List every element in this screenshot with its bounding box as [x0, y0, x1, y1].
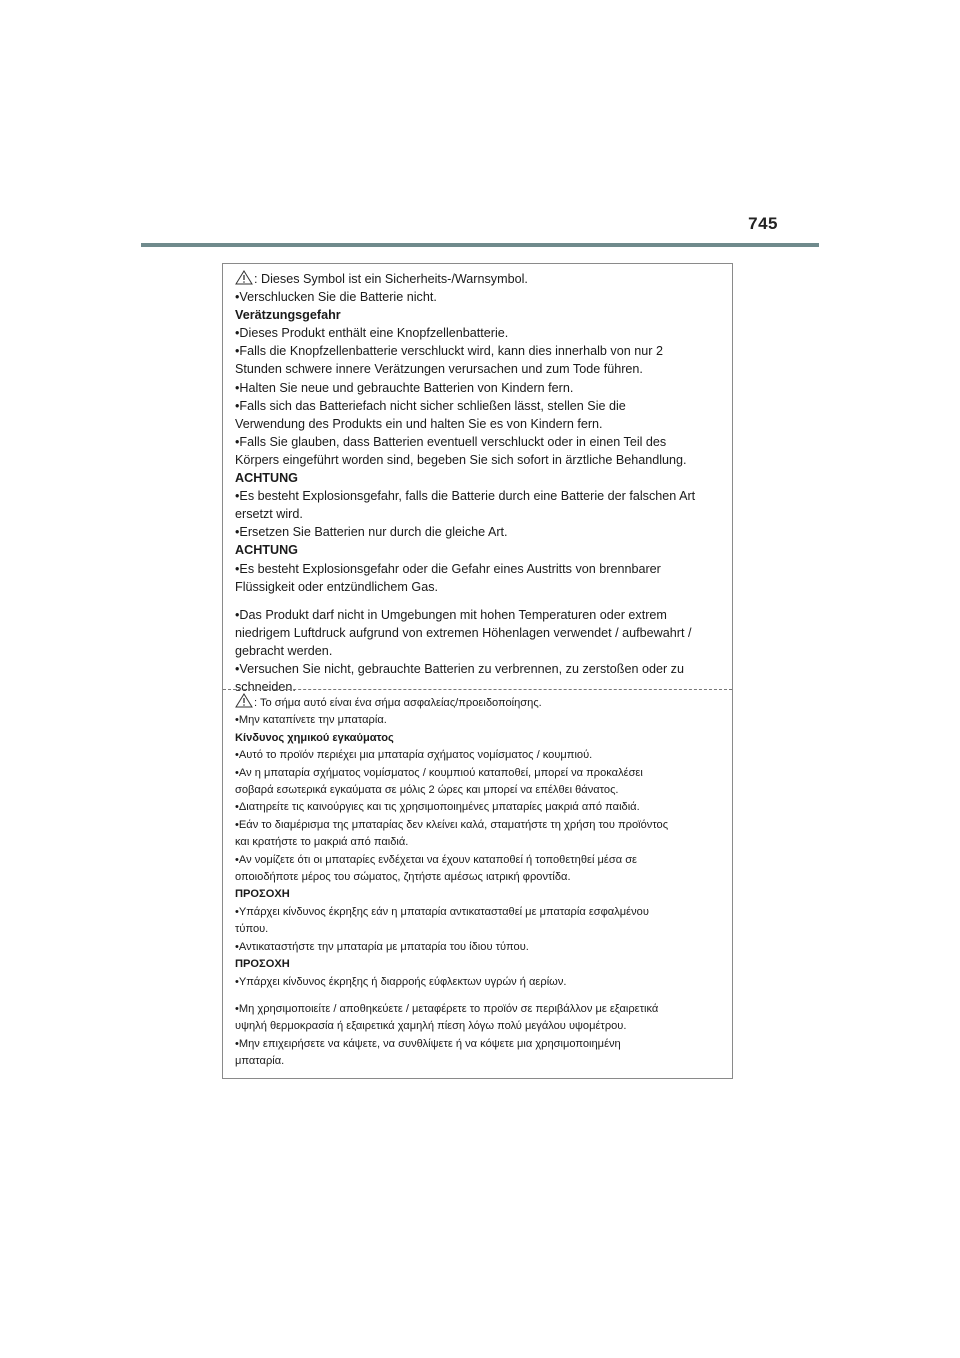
greek-heading-caution-1: ΠΡΟΣΟΧΗ	[235, 888, 290, 901]
german-bullet-11: •Versuchen Sie nicht, gebrauchte Batterien zu verbrennen, zu zerstoßen oder zu	[235, 661, 684, 676]
german-bullet-5-cont: Verwendung des Produkts ein und halten Sie es von Kindern fern.	[235, 416, 603, 431]
warning-triangle-icon	[235, 270, 253, 285]
german-bullet-6: •Falls Sie glauben, dass Batterien eventuell verschluckt oder in einen Teil des	[235, 434, 667, 449]
german-bullet-4: •Halten Sie neue und gebrauchte Batterien von Kindern fern.	[235, 380, 574, 395]
greek-bullet-10: •Μη χρησιμοποιείτε / αποθηκεύετε / μεταφέρετε το προϊόν σε περιβάλλον με εξαιρετικά	[235, 1002, 659, 1015]
greek-heading-caution-2: ΠΡΟΣΟΧΗ	[235, 958, 290, 971]
greek-spacer	[235, 991, 722, 1001]
battery-warning-box	[222, 263, 733, 1079]
greek-bullet-6-cont: οποιοδήποτε μέρος του σώματος, ζητήστε αμέσως ιατρική φροντίδα.	[235, 871, 571, 884]
page-number: 745	[748, 214, 778, 233]
greek-bullet-1: •Μην καταπίνετε την μπαταρία.	[235, 714, 387, 727]
german-symbol-text: : Dieses Symbol ist ein Sicherheits-/Warnsymbol.	[254, 272, 528, 286]
german-heading-chemical-burn: Verätzungsgefahr	[235, 308, 341, 323]
greek-bullet-4: •Διατηρείτε τις καινούργιες και τις χρησιμοποιημένες μπαταρίες μακριά από παιδιά.	[235, 801, 640, 814]
greek-heading-chemical-burn: Κίνδυνος χημικού εγκαύματος	[235, 731, 394, 744]
german-bullet-10: •Das Produkt darf nicht in Umgebungen mit hohen Temperaturen oder extrem	[235, 607, 667, 622]
german-bullet-7-cont: ersetzt wird.	[235, 507, 303, 522]
german-bullet-10-cont-2: gebracht werden.	[235, 643, 333, 658]
german-bullet-11-cont: schneiden.	[235, 680, 296, 695]
german-symbol-row	[235, 270, 722, 288]
german-bullet-6-cont: Körpers eingeführt worden sind, begeben Sie sich sofort in ärztliche Behandlung.	[235, 452, 687, 467]
header-rule	[141, 243, 819, 247]
german-bullet-9: •Es besteht Explosionsgefahr oder die Gefahr eines Austritts von brennbarer	[235, 561, 661, 576]
german-bullet-8: •Ersetzen Sie Batterien nur durch die gleiche Art.	[235, 525, 508, 540]
german-heading-caution-1: ACHTUNG	[235, 471, 298, 486]
german-bullet-3: •Falls die Knopfzellenbatterie verschluckt wird, kann dies innerhalb von nur 2	[235, 344, 663, 359]
greek-symbol-text: : Το σήμα αυτό είναι ένα σήμα ασφαλείας/προειδοποίησης.	[254, 697, 542, 709]
greek-bullet-3-cont: σοβαρά εσωτερικά εγκαύματα σε μόλις 2 ώρες και μπορεί να επέλθει θάνατος.	[235, 784, 619, 797]
german-bullet-2: •Dieses Produkt enthält eine Knopfzellenbatterie.	[235, 326, 509, 341]
warning-triangle-icon	[235, 693, 253, 708]
german-heading-caution-2: ACHTUNG	[235, 543, 298, 558]
greek-bullet-7: •Υπάρχει κίνδυνος έκρηξης εάν η μπαταρία αντικατασταθεί με μπαταρία εσφαλμένου	[235, 905, 649, 918]
greek-bullet-2: •Αυτό το προϊόν περιέχει μια μπαταρία σχήματος νομίσματος / κουμπιού.	[235, 749, 593, 762]
greek-bullet-10-cont: υψηλή θερμοκρασία ή εξαιρετικά χαμηλή πίεση λόγω πολύ μεγάλου υψομέτρου.	[235, 1020, 627, 1033]
german-bullet-10-cont-1: niedrigem Luftdruck aufgrund von extremen Höhenlagen verwendet / aufbewahrt /	[235, 625, 692, 640]
german-bullet-1: •Verschlucken Sie die Batterie nicht.	[235, 290, 437, 305]
german-bullet-9-cont: Flüssigkeit oder entzündlichem Gas.	[235, 579, 438, 594]
greek-bullet-9: •Υπάρχει κίνδυνος έκρηξης ή διαρροής εύφλεκτων υγρών ή αερίων.	[235, 975, 567, 988]
greek-bullet-5: •Εάν το διαμέρισμα της μπαταρίας δεν κλείνει καλά, σταματήστε τη χρήση του προϊόντος	[235, 818, 669, 831]
greek-bullet-5-cont: και κρατήστε το μακριά από παιδιά.	[235, 836, 409, 849]
german-spacer	[235, 596, 722, 606]
greek-bullet-3: •Αν η μπαταρία σχήματος νομίσματος / κουμπιού καταποθεί, μπορεί να προκαλέσει	[235, 766, 643, 779]
language-divider	[223, 689, 732, 690]
greek-bullet-11: •Μην επιχειρήσετε να κάψετε, να συνθλίψετε ή να κόψετε μια χρησιμοποιημένη	[235, 1037, 621, 1050]
german-bullet-7: •Es besteht Explosionsgefahr, falls die Batterie durch eine Batterie der falschen Art	[235, 489, 696, 504]
german-bullet-5: •Falls sich das Batteriefach nicht sicher schließen lässt, stellen Sie die	[235, 398, 626, 413]
greek-bullet-11-cont: μπαταρία.	[235, 1055, 285, 1068]
german-bullet-3-cont: Stunden schwere innere Verätzungen verursachen und zum Tode führen.	[235, 362, 643, 377]
greek-bullet-8: •Αντικαταστήστε την μπαταρία με μπαταρία του ίδιου τύπου.	[235, 940, 529, 953]
greek-bullet-7-cont: τύπου.	[235, 923, 269, 936]
greek-warning-section	[223, 691, 732, 1079]
greek-symbol-row	[235, 693, 722, 712]
german-warning-section	[223, 264, 732, 695]
greek-bullet-6: •Αν νομίζετε ότι οι μπαταρίες ενδέχεται να έχουν καταποθεί ή τοποθετηθεί μέσα σε	[235, 853, 637, 866]
